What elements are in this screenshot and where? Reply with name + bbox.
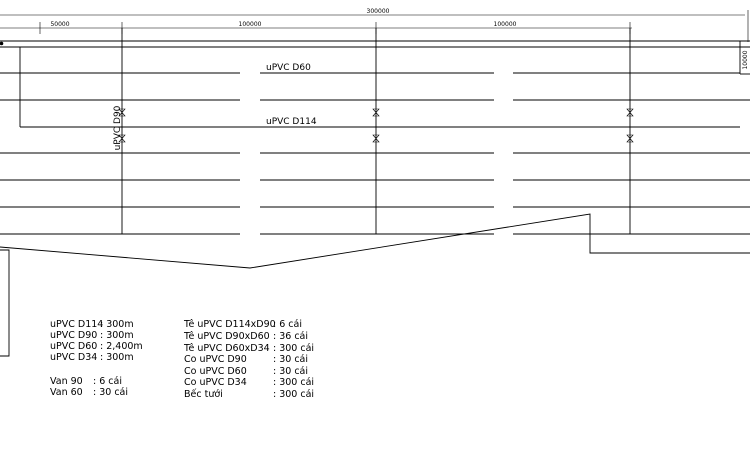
lateral-lines (0, 73, 750, 234)
material-value: : 300m (100, 319, 134, 330)
material-name: uPVC D114 (50, 319, 104, 330)
valve-value: : 6 cái (93, 376, 122, 387)
pipe-label-d114: uPVC D114 (266, 117, 317, 127)
submain-pipes-d90 (122, 28, 630, 234)
fitting-name: Bếc tưới (184, 389, 223, 400)
fitting-value: : 300 cái (273, 343, 315, 354)
materials-list-left (50, 319, 143, 398)
dimension-total-label: 300000 (366, 8, 390, 15)
material-value: : 300m (100, 352, 134, 363)
material-value: : 2,400m (100, 341, 143, 352)
fitting-value: : 30 cái (273, 366, 309, 377)
pipe-label-d90: uPVC D90 (113, 105, 123, 151)
dimension-seg1-label: 50000 (50, 21, 70, 28)
fitting-value: : 36 cái (273, 331, 309, 342)
fitting-name: Co uPVC D60 (184, 366, 247, 377)
dimension-segments (0, 21, 632, 34)
dimension-total (0, 8, 748, 42)
fitting-name: Tê uPVC D60xD34 (184, 343, 270, 354)
pipe-label-d60: uPVC D60 (266, 63, 311, 73)
material-name: uPVC D90 (50, 330, 98, 341)
dimension-seg3-label: 100000 (493, 21, 517, 28)
fitting-value: : 6 cái (273, 319, 302, 330)
dimension-seg2-label: 100000 (238, 21, 262, 28)
fitting-name: Co uPVC D34 (184, 377, 247, 388)
fitting-value: : 300 cái (273, 377, 315, 388)
valve-name: Van 90 (50, 376, 83, 387)
material-name: uPVC D34 (50, 352, 98, 363)
fitting-value: : 30 cái (273, 354, 309, 365)
fitting-name: Tê uPVC D90xD60 (184, 331, 270, 342)
fittings-list (183, 319, 314, 400)
site-boundary (0, 41, 750, 74)
valve-value: : 30 cái (93, 387, 129, 398)
fitting-name: Co uPVC D90 (184, 354, 247, 365)
dimension-side-label: 10000 (742, 50, 749, 70)
fitting-value: : 300 cái (273, 389, 315, 400)
fitting-name: Tê uPVC D114xD90 (184, 319, 276, 330)
material-value: : 300m (100, 330, 134, 341)
valve-name: Van 60 (50, 387, 83, 398)
material-name: uPVC D60 (50, 341, 98, 352)
